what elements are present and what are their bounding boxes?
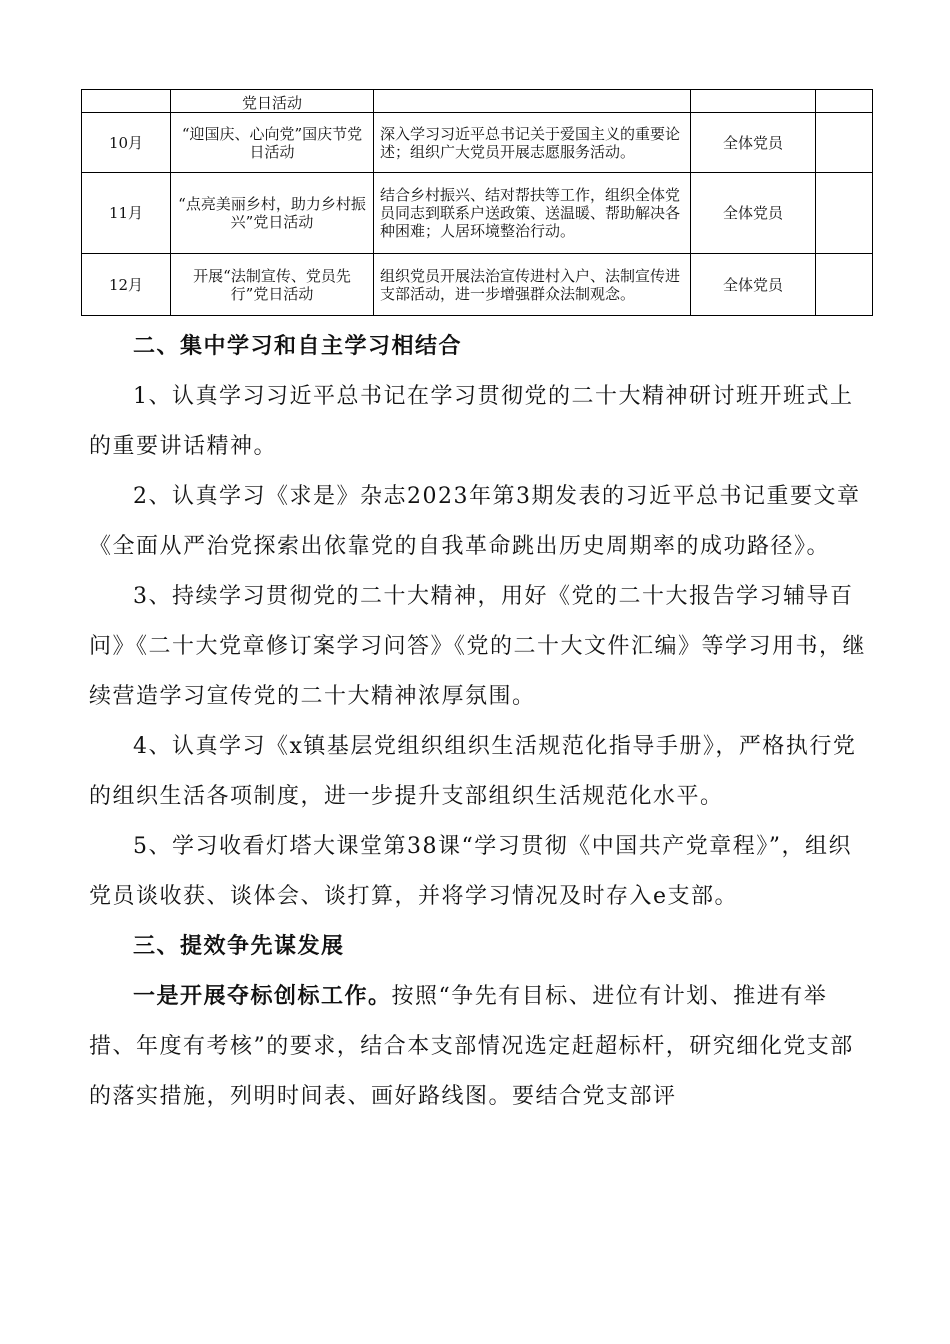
cell-note: [816, 90, 873, 113]
section-heading: 三、提效争先谋发展: [133, 934, 345, 959]
table-row: [82, 254, 873, 316]
cell-participants: [691, 90, 816, 113]
table-row: [82, 113, 873, 173]
cell-note: [816, 173, 873, 254]
cell-title: 党日活动: [171, 90, 374, 113]
paragraph: 3、持续学习贯彻党的二十大精神，用好《党的二十大报告学习辅导百问》《二十大党章修订案学习问答》《党的二十大文件汇编》等学习用书，继续营造学习宣传党的二十大精神浓厚氛围。: [89, 584, 867, 709]
cell-month: 11月: [82, 173, 171, 254]
cell-participants: 全体党员: [691, 173, 816, 254]
cell-month: 12月: [82, 254, 171, 316]
cell-participants: 全体党员: [691, 254, 816, 316]
section-heading: 二、集中学习和自主学习相结合: [133, 334, 463, 359]
cell-title: “点亮美丽乡村，助力乡村振兴”党日活动: [171, 173, 374, 254]
cell-content: 结合乡村振兴、结对帮扶等工作，组织全体党员同志到联系户送政策、送温暖、帮助解决各种困难；人居环境整治行动。: [374, 173, 691, 254]
paragraph: [89, 972, 869, 1122]
paragraph: 1、认真学习习近平总书记在学习贯彻党的二十大精神研讨班开班式上的重要讲话精神。: [89, 384, 854, 459]
cell-content: [374, 90, 691, 113]
cell-title: “迎国庆、心向党”国庆节党日活动: [171, 113, 374, 173]
cell-note: [816, 254, 873, 316]
paragraph-lead: 一是开展夺标创标工作。: [133, 984, 392, 1009]
paragraph-text: 按照“争先有目标、进位有计划、推进有举措、年度有考核”的要求，结合本支部情况选定赶超标杆，研究细化党支部的落实措施，列明时间表、画好路线图。要结合党支部评: [89, 984, 854, 1109]
paragraph: 5、学习收看灯塔大课堂第38课“学习贯彻《中国共产党章程》”，组织党员谈收获、谈体会、谈打算，并将学习情况及时存入e支部。: [89, 834, 852, 909]
paragraph: 4、认真学习《x镇基层党组织组织生活规范化指导手册》，严格执行党的组织生活各项制度，进一步提升支部组织生活规范化水平。: [89, 734, 857, 809]
body-text: [89, 322, 869, 1122]
cell-content: 组织党员开展法治宣传进村入户、法制宣传进支部活动，进一步增强群众法制观念。: [374, 254, 691, 316]
cell-month: [82, 90, 171, 113]
cell-title: 开展“法制宣传、党员先行”党日活动: [171, 254, 374, 316]
cell-content: 深入学习习近平总书记关于爱国主义的重要论述；组织广大党员开展志愿服务活动。: [374, 113, 691, 173]
cell-note: [816, 113, 873, 173]
cell-participants: 全体党员: [691, 113, 816, 173]
table-row: [82, 90, 873, 113]
cell-month: 10月: [82, 113, 171, 173]
activity-table: [81, 89, 873, 316]
paragraph: 2、认真学习《求是》杂志2023年第3期发表的习近平总书记重要文章《全面从严治党探索出依靠党的自我革命跳出历史周期率的成功路径》。: [89, 484, 861, 559]
table-row: [82, 173, 873, 254]
